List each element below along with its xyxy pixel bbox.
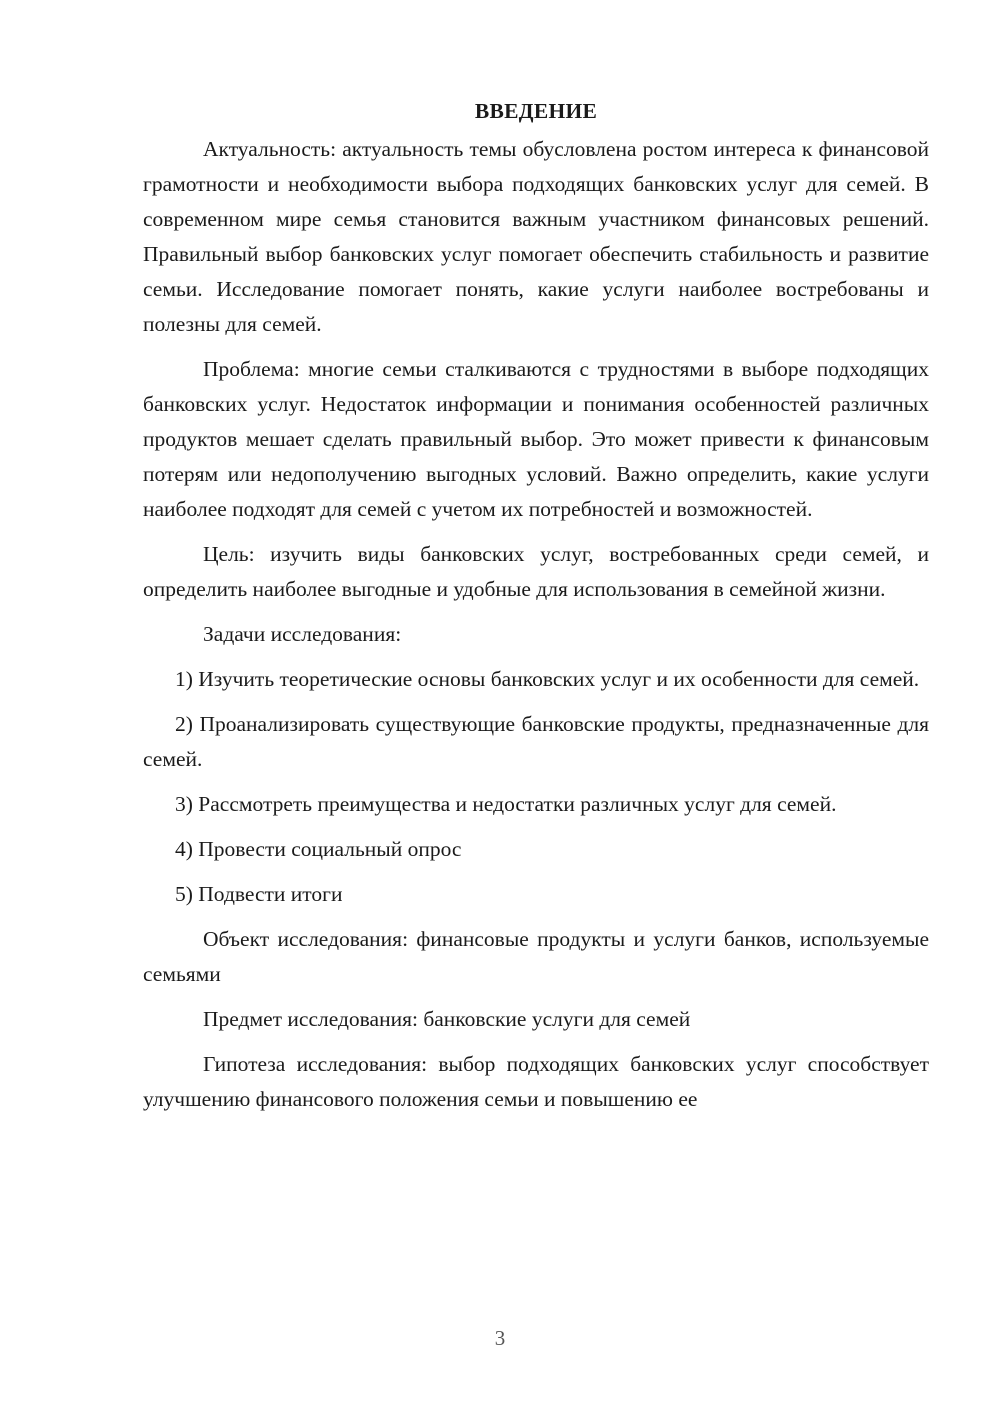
page-number: 3 (494, 1326, 506, 1350)
paragraph-hypothesis: Гипотеза исследования: выбор подходящих банковских услуг способствует улучшению финансового положения семьи и повышению ее (143, 1052, 929, 1111)
paragraph-goal: Цель: изучить виды банковских услуг, востребованных среди семей, и определить наиболее выгодные и удобные для использования в семейной жизни. (143, 542, 929, 601)
task-item-3: 3) Рассмотреть преимущества и недостатки различных услуг для семей. (175, 792, 837, 816)
task-item-2: 2) Проанализировать существующие банковские продукты, предназначенные для семей. (143, 712, 929, 771)
section-title: ВВЕДЕНИЕ (474, 99, 598, 123)
document-page (143, 96, 929, 1117)
task-item-4: 4) Провести социальный опрос (175, 837, 462, 861)
paragraph-subject: Предмет исследования: банковские услуги для семей (203, 1007, 691, 1031)
paragraph-object: Объект исследования: финансовые продукты и услуги банков, используемые семьями (143, 927, 929, 986)
paragraph-tasks-heading: Задачи исследования: (203, 622, 402, 646)
paragraph-relevance: Актуальность: актуальность темы обусловлена ростом интереса к финансовой грамотности и необходимости выбора подходящих банковских услуг для семей. В современном мире семья становится важным участником финансовых решений. Правильный выбор банковских услуг помогает обеспечить стабильность и развитие семьи. Исследование помогает понять, какие услуги наиболее востребованы и полезны для семей. (143, 137, 929, 336)
paragraph-problem: Проблема: многие семьи сталкиваются с трудностями в выборе подходящих банковских услуг. Недостаток информации и понимания особенностей различных продуктов мешает сделать правильный выбор. Это может привести к финансовым потерям или недополучению выгодных условий. Важно определить, какие услуги наиболее подходят для семей с учетом их потребностей и возможностей. (143, 357, 929, 521)
task-item-1: 1) Изучить теоретические основы банковских услуг и их особенности для семей. (175, 667, 920, 691)
task-item-5: 5) Подвести итоги (175, 882, 343, 906)
